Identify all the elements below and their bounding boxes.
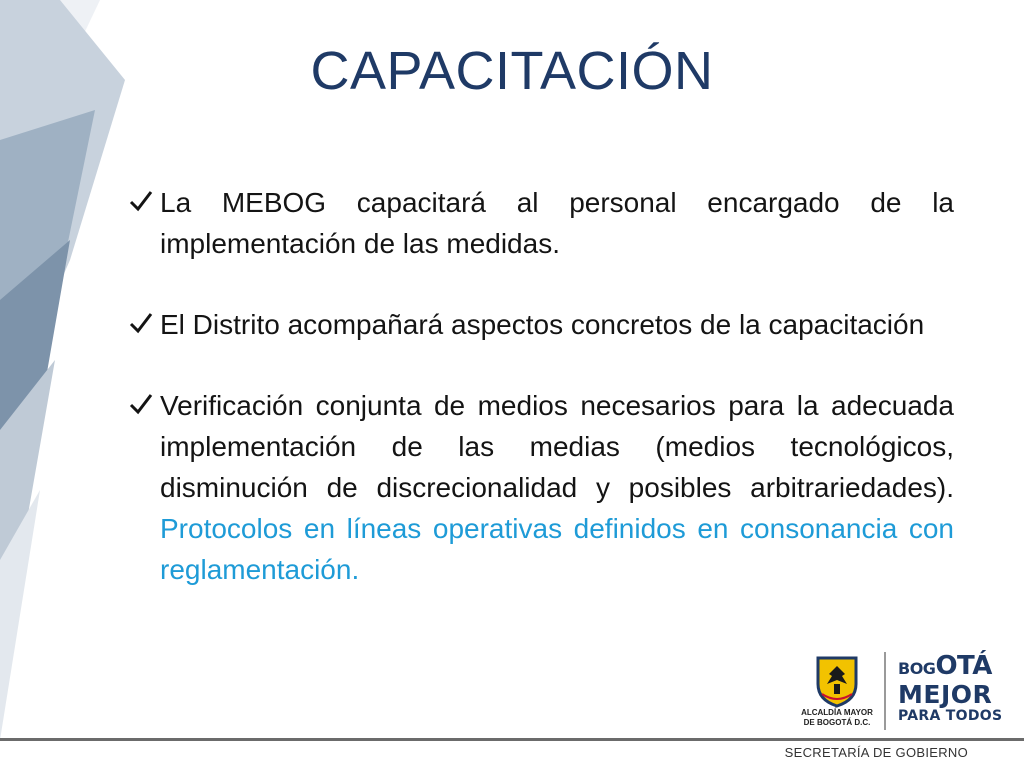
- bogota-mejor: MEJOR: [898, 680, 993, 709]
- footer-divider: [0, 738, 1024, 741]
- crest-caption-line: ALCALDÍA MAYOR: [801, 708, 873, 717]
- bullet-item: [128, 304, 954, 345]
- crest-caption: [800, 708, 874, 728]
- bogota-mejor-logo: [898, 652, 1008, 725]
- bullet-item: [128, 385, 954, 590]
- bogota-para-todos: PARA TODOS: [898, 708, 1003, 724]
- bullet-text: Verificación conjunta de medios necesarios para la adecuada implementación de las medias (medios tecnológicos, disminución de discrecionalidad y posibles arbitrariedades).: [160, 390, 954, 503]
- footer-logos: [800, 650, 1010, 732]
- bullet-highlight-text: Protocolos en líneas operativas definidos en consonancia con reglamentación.: [160, 513, 954, 585]
- checkmark-icon: [128, 188, 154, 214]
- bogota-prefix: BOG: [898, 659, 936, 678]
- checkmark-icon: [128, 310, 154, 336]
- bullet-text: El Distrito acompañará aspectos concretos de la capacitación: [160, 309, 925, 340]
- slide-title: CAPACITACIÓN: [310, 41, 714, 101]
- bogota-crest-icon: [814, 654, 860, 708]
- checkmark-icon: [128, 391, 154, 417]
- crest-caption-line: DE BOGOTÁ D.C.: [803, 718, 871, 727]
- footer-label: SECRETARÍA DE GOBIERNO: [784, 745, 968, 760]
- bullet-item: [128, 182, 954, 264]
- logo-divider: [884, 652, 886, 730]
- bullet-text: La MEBOG capacitará al personal encargado de la implementación de las medidas.: [160, 187, 954, 259]
- bullet-list: [128, 182, 954, 630]
- bogota-suffix: OTÁ: [935, 651, 992, 681]
